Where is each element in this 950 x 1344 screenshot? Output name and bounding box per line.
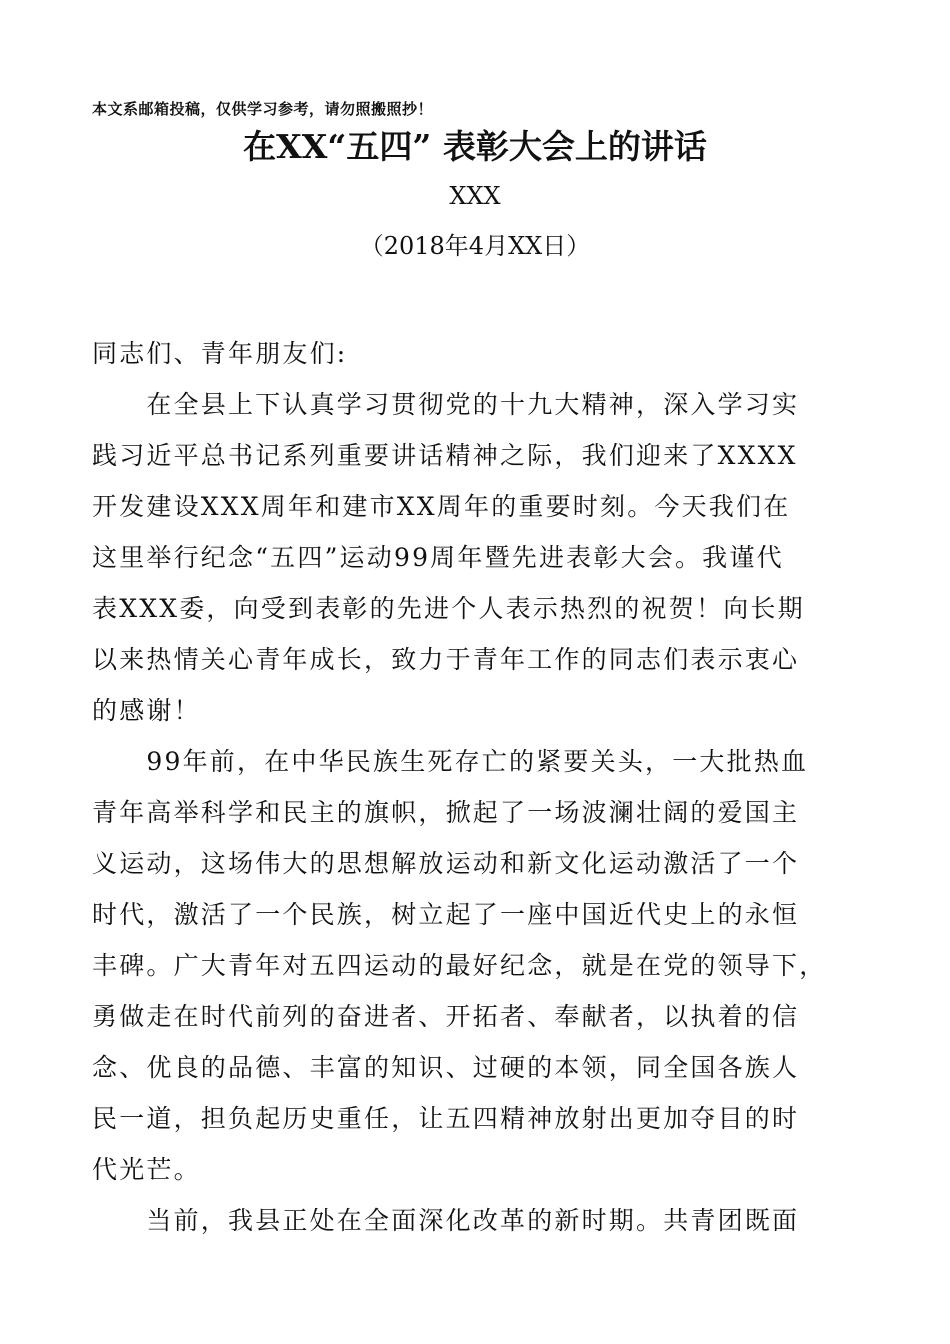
speech-title: 在XX“五四” 表彰大会上的讲话: [243, 127, 707, 166]
author-name: XXX: [449, 182, 501, 210]
text-line: 的感谢！: [92, 696, 201, 725]
text-line: 在全县上下认真学习贯彻党的十九大精神，深入学习实: [92, 390, 800, 419]
salutation-line: 同志们、青年朋友们:: [92, 339, 348, 368]
text-line: 代光芒。: [92, 1155, 201, 1184]
text-line: 表XXX委，向受到表彰的先进个人表示热烈的祝贺！向长期: [92, 594, 805, 623]
speech-date: （2018年4月XX日）: [359, 232, 591, 260]
text-line: 时代，激活了一个民族，树立起了一座中国近代史上的永恒: [92, 900, 800, 929]
text-line: 这里举行纪念“五四”运动99周年暨先进表彰大会。我谨代: [92, 543, 784, 572]
submission-notice: 本文系邮箱投稿，仅供学习参考，请勿照搬照抄！: [92, 100, 434, 118]
speech-body: [92, 328, 872, 1246]
text-line: 以来热情关心青年成长，致力于青年工作的同志们表示衷心: [92, 645, 800, 674]
text-line: 99年前，在中华民族生死存亡的紧要关头，一大批热血: [92, 747, 809, 776]
text-line: 念、优良的品德、丰富的知识、过硬的本领，同全国各族人: [92, 1053, 800, 1082]
text-line: 勇做走在时代前列的奋进者、开拓者、奉献者，以执着的信: [92, 1002, 800, 1031]
text-line: 丰碑。广大青年对五四运动的最好纪念，就是在党的领导下，: [92, 951, 827, 980]
text-line: 开发建设XXX周年和建市XX周年的重要时刻。今天我们在: [92, 492, 791, 521]
text-line: 青年高举科学和民主的旗帜，掀起了一场波澜壮阔的爱国主: [92, 798, 800, 827]
text-line: 民一道，担负起历史重任，让五四精神放射出更加夺目的时: [92, 1104, 800, 1133]
text-line: 当前，我县正处在全面深化改革的新时期。共青团既面: [92, 1206, 800, 1235]
text-line: 义运动，这场伟大的思想解放运动和新文化运动激活了一个: [92, 849, 800, 878]
text-line: 践习近平总书记系列重要讲话精神之际，我们迎来了XXXX: [92, 441, 798, 470]
